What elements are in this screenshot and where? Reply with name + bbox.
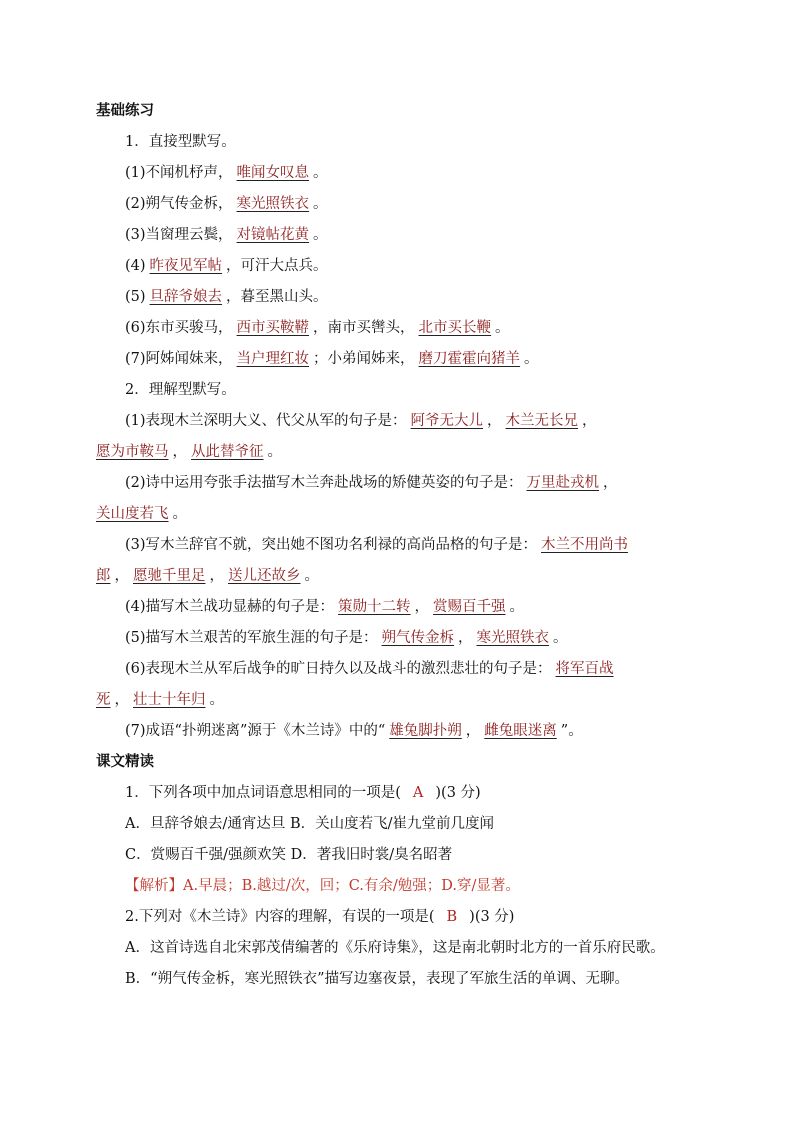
answer-blank: 将军百战 [555,661,614,677]
answer-choice: B [446,909,458,925]
answer-blank: 从此替爷征 [191,444,264,460]
comp-line-1a: (1)表现木兰深明大义、代父从军的句子是： 阿爷无大儿 ， 木兰无长兄 ， [125,413,597,429]
comp-line-3b: 郎 ， 愿驰千里足 ， 送儿还故乡 。 [96,568,319,584]
fill-line-2: (2)朔气传金柝， 寒光照铁衣 。 [125,196,328,212]
answer-blank: 赏赐百千强 [433,599,506,615]
comp-line-1b: 愿为市鞍马 ， 从此替爷征 。 [96,444,282,460]
question-2: 2．理解型默写。 [125,382,236,398]
answer-blank: 朔气传金柝 [381,630,455,646]
answer-blank: 壮士十年归 [133,692,206,708]
answer-blank: 磨刀霍霍向猪羊 [418,351,521,367]
answer-blank: 寒光照铁衣 [476,630,550,646]
answer-blank: 万里赴戎机 [526,475,600,491]
comp-line-6a: (6)表现木兰从军后战争的旷日持久以及战斗的激烈悲壮的句子是： 将军百战 [96,654,700,685]
mc-options-2: C．赏赐百千强/强颜欢笑 D．著我旧时裳/臭名昭著 [125,847,453,863]
answer-blank: 愿为市鞍马 [96,444,169,460]
fill-line-7: (7)阿姊闻妹来， 当户理红妆 ；小弟闻姊来， 磨刀霍霍向猪羊 。 [125,351,539,367]
analysis-line [96,871,700,902]
answer-blank: 寒光照铁衣 [236,196,310,212]
fill-line-3: (3)当窗理云鬓， 对镜帖花黄 。 [125,227,328,243]
fill-line-5: (5) 旦辞爷娘去 ，暮至黑山头。 [125,289,328,305]
section-heading-reading: 课文精读 [96,754,154,770]
answer-blank: 唯闻女叹息 [236,165,310,181]
comp-line-3a: (3)写木兰辞官不就，突出她不图功名利禄的高尚品格的句子是： 木兰不用尚书 [96,530,700,561]
answer-blank: 关山度若飞 [96,506,169,522]
fill-line-6: (6)东市买骏马， 西市买鞍鞯 ，南市买辔头， 北市买长鞭 。 [125,320,510,336]
answer-blank: 昨夜见军帖 [149,258,223,274]
fill-line-4: (4) 昨夜见军帖 ，可汗大点兵。 [125,258,328,274]
document-page [96,96,700,995]
answer-blank: 死 [96,692,111,708]
answer-blank: 当户理红妆 [236,351,310,367]
question-1: 1．直接型默写。 [125,134,236,150]
analysis-text: A.早晨；B.越过/次，回；C.有余/勉强；D.穿/显著。 [183,878,520,894]
answer-blank: 阿爷无大儿 [410,413,484,429]
comp-line-4: (4)描写木兰战功显赫的句子是： 策勋十二转 ， 赏赐百千强 。 [125,599,525,615]
comp-line-7: (7)成语“扑朔迷离”源于《木兰诗》中的“ 雄兔脚扑朔 ， 雌兔眼迷离 ”。 [125,723,583,739]
answer-blank: 木兰不用尚书 [541,537,629,553]
answer-blank: 送儿还故乡 [228,568,301,584]
answer-blank: 愿驰千里足 [133,568,206,584]
answer-blank: 旦辞爷娘去 [149,289,223,305]
section-heading-basic: 基础练习 [96,103,154,119]
answer-blank: 郎 [96,568,111,584]
answer-blank: 木兰无长兄 [505,413,579,429]
mc-question-2: 2.下列对《木兰诗》内容的理解，有误的一项是( B )(3 分) [96,902,700,933]
answer-blank: 雌兔眼迷离 [484,723,557,739]
answer-blank: 西市买鞍鞯 [236,320,310,336]
answer-choice: A [412,785,424,801]
answer-blank: 对镜帖花黄 [236,227,310,243]
mc-option-b: B．“朔气传金柝，寒光照铁衣”描写边塞夜景，表现了军旅生活的单调、无聊。 [125,971,629,987]
comp-line-6b: 死 ， 壮士十年归 。 [96,692,224,708]
comp-line-2b: 关山度若飞 。 [96,506,187,522]
answer-blank: 雄兔脚扑朔 [389,723,462,739]
mc-option-a: A．这首诗选自北宋郭茂倩编著的《乐府诗集》，这是南北朝时北方的一首乐府民歌。 [125,940,665,956]
mc-options-1: A．旦辞爷娘去/通宵达旦 B．关山度若飞/崔九堂前几度闻 [125,816,495,832]
fill-line-1: (1)不闻机杼声， 唯闻女叹息 。 [125,165,328,181]
answer-blank: 策勋十二转 [338,599,411,615]
comp-line-2a: (2)诗中运用夸张手法描写木兰奔赴战场的矫健英姿的句子是： 万里赴戎机 ， [125,475,618,491]
answer-blank: 北市买长鞭 [418,320,492,336]
comp-line-5: (5)描写木兰艰苦的军旅生涯的句子是： 朔气传金柝 ， 寒光照铁衣 。 [125,630,568,646]
analysis-tag: 【解析】 [125,878,183,894]
mc-question-1: 1．下列各项中加点词语意思相同的一项是( A )(3 分) [96,778,700,809]
